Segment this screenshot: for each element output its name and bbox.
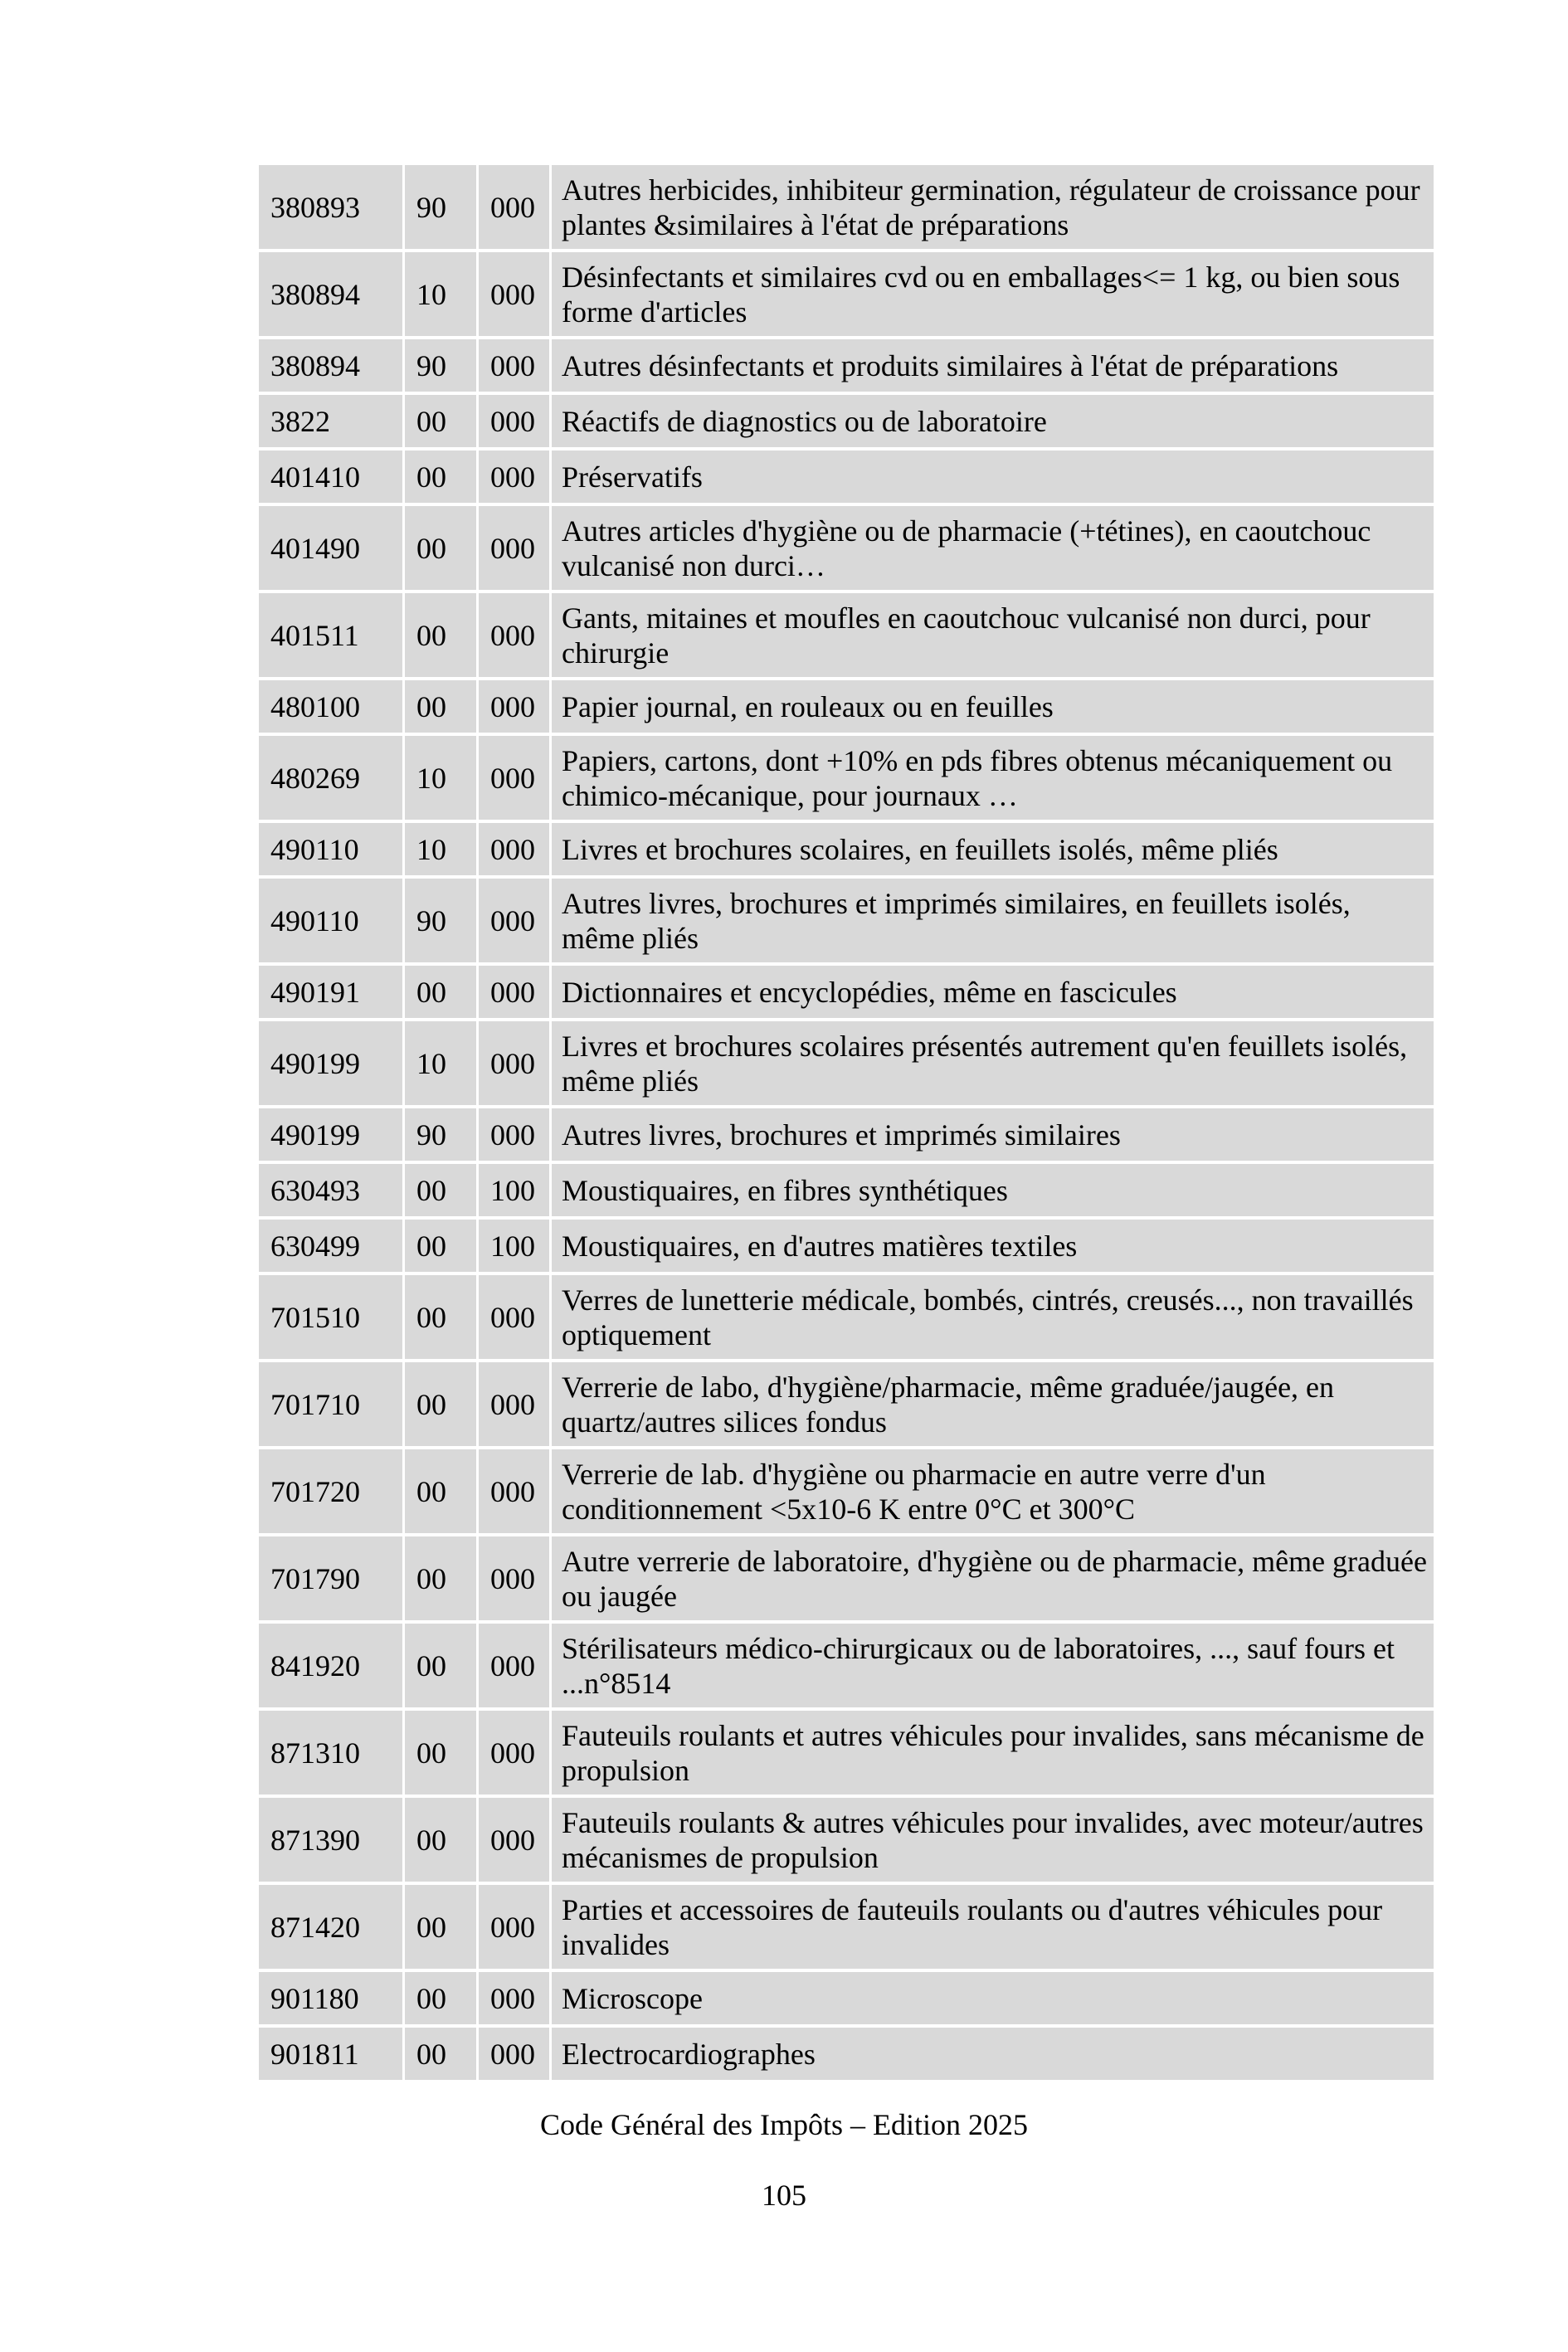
table-row (259, 1449, 1434, 1536)
code-cell: 380894 (259, 339, 405, 395)
extension-cell: 100 (479, 1220, 552, 1275)
table-row (259, 1624, 1434, 1711)
table-row (259, 1798, 1434, 1885)
code-cell: 401511 (259, 593, 405, 680)
extension-cell: 000 (479, 1108, 552, 1164)
subheading-cell: 00 (405, 1624, 479, 1711)
subheading-cell: 10 (405, 823, 479, 879)
subheading-cell: 00 (405, 1536, 479, 1624)
description-cell: Electrocardiographes (552, 2028, 1434, 2083)
extension-cell: 000 (479, 252, 552, 339)
description-cell: Réactifs de diagnostics ou de laboratoire (552, 395, 1434, 450)
subheading-cell: 10 (405, 1021, 479, 1108)
code-cell: 871420 (259, 1885, 405, 1972)
description-cell: Stérilisateurs médico-chirurgicaux ou de laboratoires, ..., sauf fours et ...n°8514 (552, 1624, 1434, 1711)
extension-cell: 000 (479, 1711, 552, 1798)
description-cell: Moustiquaires, en fibres synthétiques (552, 1164, 1434, 1220)
extension-cell: 000 (479, 339, 552, 395)
extension-cell: 000 (479, 395, 552, 450)
code-cell: 380893 (259, 165, 405, 252)
extension-cell: 000 (479, 966, 552, 1021)
description-cell: Fauteuils roulants & autres véhicules pour invalides, avec moteur/autres mécanismes de propulsion (552, 1798, 1434, 1885)
tariff-table-body (259, 165, 1434, 2083)
description-cell: Livres et brochures scolaires présentés autrement qu'en feuillets isolés, même pliés (552, 1021, 1434, 1108)
subheading-cell: 00 (405, 1449, 479, 1536)
description-cell: Microscope (552, 1972, 1434, 2028)
description-cell: Autres herbicides, inhibiteur germination, régulateur de croissance pour plantes &similaires à l'état de préparations (552, 165, 1434, 252)
code-cell: 701720 (259, 1449, 405, 1536)
tariff-table (259, 165, 1434, 2083)
extension-cell: 000 (479, 879, 552, 966)
code-cell: 3822 (259, 395, 405, 450)
table-row (259, 1108, 1434, 1164)
table-row (259, 1536, 1434, 1624)
code-cell: 630493 (259, 1164, 405, 1220)
table-row (259, 1220, 1434, 1275)
code-cell: 490199 (259, 1021, 405, 1108)
extension-cell: 000 (479, 506, 552, 593)
subheading-cell: 00 (405, 1798, 479, 1885)
table-row (259, 736, 1434, 823)
table-row (259, 506, 1434, 593)
subheading-cell: 00 (405, 1885, 479, 1972)
code-cell: 490191 (259, 966, 405, 1021)
table-row (259, 2028, 1434, 2083)
code-cell: 871310 (259, 1711, 405, 1798)
subheading-cell: 00 (405, 966, 479, 1021)
description-cell: Fauteuils roulants et autres véhicules pour invalides, sans mécanisme de propulsion (552, 1711, 1434, 1798)
table-row (259, 823, 1434, 879)
code-cell: 480100 (259, 680, 405, 736)
page-number: 105 (762, 2179, 806, 2212)
description-cell: Livres et brochures scolaires, en feuillets isolés, même pliés (552, 823, 1434, 879)
table-row (259, 165, 1434, 252)
table-row (259, 339, 1434, 395)
extension-cell: 000 (479, 1798, 552, 1885)
code-cell: 901811 (259, 2028, 405, 2083)
code-cell: 490199 (259, 1108, 405, 1164)
extension-cell: 000 (479, 1885, 552, 1972)
table-row (259, 1885, 1434, 1972)
subheading-cell: 90 (405, 165, 479, 252)
subheading-cell: 00 (405, 1220, 479, 1275)
table-row (259, 966, 1434, 1021)
subheading-cell: 90 (405, 339, 479, 395)
code-cell: 490110 (259, 823, 405, 879)
subheading-cell: 10 (405, 736, 479, 823)
table-row (259, 1711, 1434, 1798)
subheading-cell: 10 (405, 252, 479, 339)
description-cell: Autres articles d'hygiène ou de pharmacie (+tétines), en caoutchouc vulcanisé non durci… (552, 506, 1434, 593)
subheading-cell: 00 (405, 593, 479, 680)
description-cell: Autres livres, brochures et imprimés similaires (552, 1108, 1434, 1164)
description-cell: Papier journal, en rouleaux ou en feuilles (552, 680, 1434, 736)
table-row (259, 252, 1434, 339)
code-cell: 701510 (259, 1275, 405, 1362)
table-row (259, 879, 1434, 966)
description-cell: Autres livres, brochures et imprimés similaires, en feuillets isolés, même pliés (552, 879, 1434, 966)
extension-cell: 000 (479, 1362, 552, 1449)
extension-cell: 000 (479, 1021, 552, 1108)
code-cell: 841920 (259, 1624, 405, 1711)
description-cell: Moustiquaires, en d'autres matières textiles (552, 1220, 1434, 1275)
code-cell: 480269 (259, 736, 405, 823)
subheading-cell: 90 (405, 879, 479, 966)
table-row (259, 593, 1434, 680)
table-row (259, 1362, 1434, 1449)
table-row (259, 1972, 1434, 2028)
code-cell: 701710 (259, 1362, 405, 1449)
description-cell: Parties et accessoires de fauteuils roulants ou d'autres véhicules pour invalides (552, 1885, 1434, 1972)
subheading-cell: 00 (405, 395, 479, 450)
code-cell: 871390 (259, 1798, 405, 1885)
extension-cell: 000 (479, 165, 552, 252)
description-cell: Verrerie de lab. d'hygiène ou pharmacie en autre verre d'un conditionnement <5x10-6 K entre 0°C et 300°C (552, 1449, 1434, 1536)
extension-cell: 000 (479, 1275, 552, 1362)
description-cell: Préservatifs (552, 450, 1434, 506)
table-row (259, 1275, 1434, 1362)
subheading-cell: 00 (405, 1362, 479, 1449)
subheading-cell: 90 (405, 1108, 479, 1164)
description-cell: Autre verrerie de laboratoire, d'hygiène ou de pharmacie, même graduée ou jaugée (552, 1536, 1434, 1624)
subheading-cell: 00 (405, 680, 479, 736)
table-row (259, 1021, 1434, 1108)
extension-cell: 000 (479, 593, 552, 680)
code-cell: 401410 (259, 450, 405, 506)
code-cell: 701790 (259, 1536, 405, 1624)
table-row (259, 680, 1434, 736)
subheading-cell: 00 (405, 1972, 479, 2028)
description-cell: Gants, mitaines et moufles en caoutchouc vulcanisé non durci, pour chirurgie (552, 593, 1434, 680)
code-cell: 490110 (259, 879, 405, 966)
table-row (259, 1164, 1434, 1220)
extension-cell: 100 (479, 1164, 552, 1220)
code-cell: 380894 (259, 252, 405, 339)
subheading-cell: 00 (405, 2028, 479, 2083)
code-cell: 401490 (259, 506, 405, 593)
extension-cell: 000 (479, 1624, 552, 1711)
description-cell: Désinfectants et similaires cvd ou en emballages<= 1 kg, ou bien sous forme d'articles (552, 252, 1434, 339)
description-cell: Verrerie de labo, d'hygiène/pharmacie, même graduée/jaugée, en quartz/autres silices fondus (552, 1362, 1434, 1449)
table-row (259, 395, 1434, 450)
description-cell: Dictionnaires et encyclopédies, même en fascicules (552, 966, 1434, 1021)
description-cell: Verres de lunetterie médicale, bombés, cintrés, creusés..., non travaillés optiquement (552, 1275, 1434, 1362)
table-row (259, 450, 1434, 506)
subheading-cell: 00 (405, 450, 479, 506)
extension-cell: 000 (479, 1972, 552, 2028)
subheading-cell: 00 (405, 1711, 479, 1798)
extension-cell: 000 (479, 736, 552, 823)
extension-cell: 000 (479, 823, 552, 879)
subheading-cell: 00 (405, 506, 479, 593)
footer-title: Code Général des Impôts – Edition 2025 (540, 2108, 1028, 2141)
subheading-cell: 00 (405, 1275, 479, 1362)
extension-cell: 000 (479, 2028, 552, 2083)
extension-cell: 000 (479, 1449, 552, 1536)
extension-cell: 000 (479, 1536, 552, 1624)
code-cell: 630499 (259, 1220, 405, 1275)
extension-cell: 000 (479, 680, 552, 736)
description-cell: Autres désinfectants et produits similaires à l'état de préparations (552, 339, 1434, 395)
extension-cell: 000 (479, 450, 552, 506)
subheading-cell: 00 (405, 1164, 479, 1220)
description-cell: Papiers, cartons, dont +10% en pds fibres obtenus mécaniquement ou chimico-mécanique, pour journaux … (552, 736, 1434, 823)
code-cell: 901180 (259, 1972, 405, 2028)
